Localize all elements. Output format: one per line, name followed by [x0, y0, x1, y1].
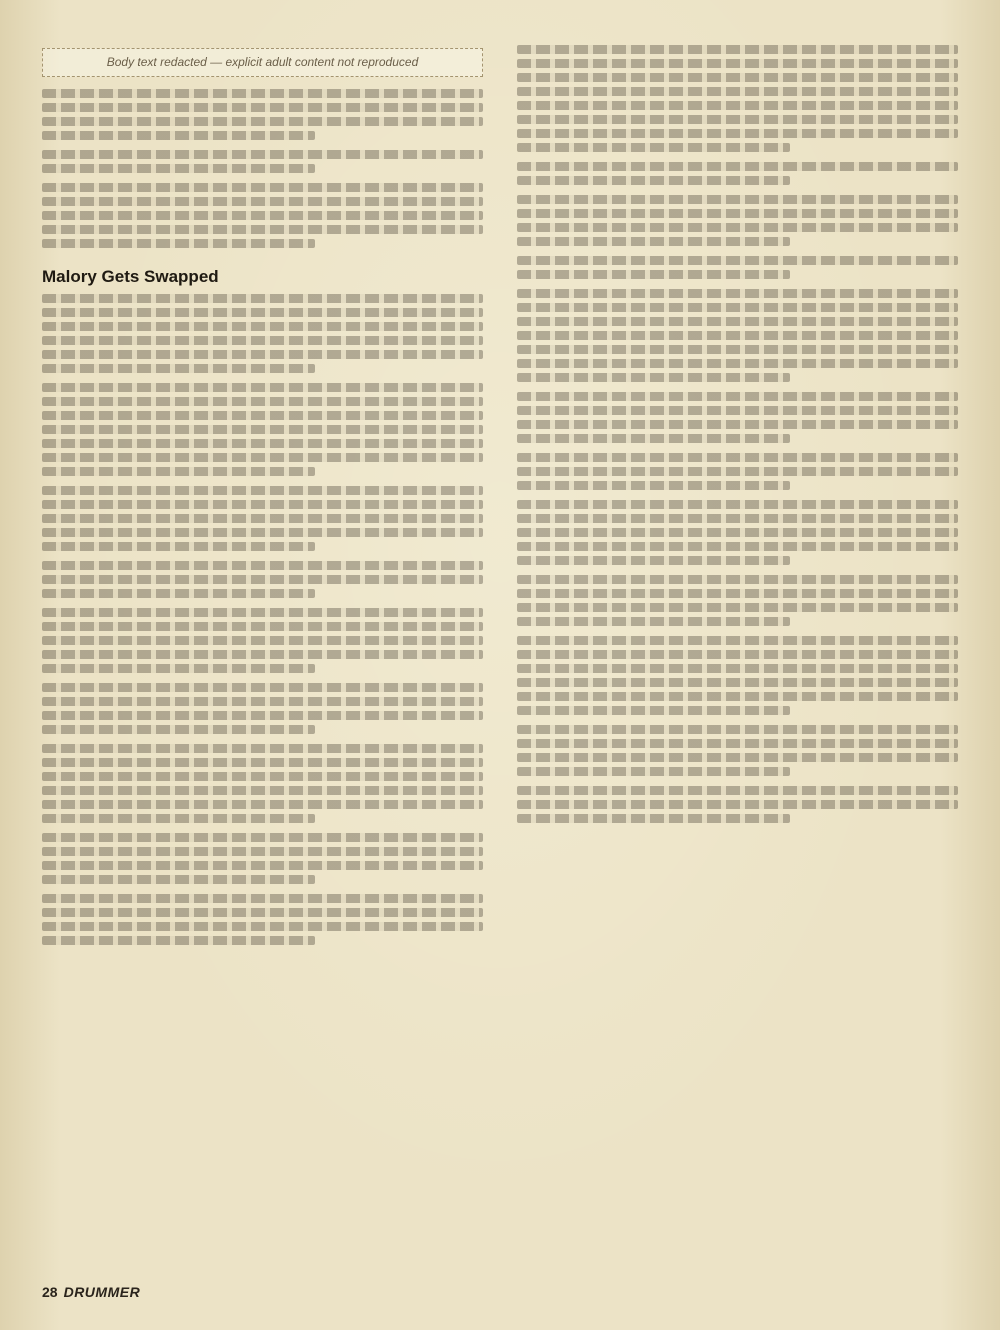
redacted-paragraph	[517, 392, 958, 443]
redacted-paragraph	[42, 561, 483, 598]
right-column	[517, 40, 958, 1274]
redacted-paragraph	[517, 725, 958, 776]
redacted-paragraph	[517, 289, 958, 382]
redacted-paragraph	[42, 486, 483, 551]
redacted-paragraph	[42, 383, 483, 476]
redaction-notice: Body text redacted — explicit adult content not reproduced	[42, 48, 483, 77]
redacted-paragraph	[42, 833, 483, 884]
redacted-paragraph	[42, 683, 483, 734]
redacted-paragraph	[42, 294, 483, 373]
redacted-paragraph	[42, 744, 483, 823]
redacted-paragraph	[517, 195, 958, 246]
redacted-paragraph	[517, 453, 958, 490]
left-column	[42, 40, 483, 1274]
page-footer	[42, 1284, 958, 1300]
section-heading: Malory Gets Swapped	[42, 267, 219, 287]
redacted-paragraph	[42, 608, 483, 673]
magazine-name: DRUMMER	[63, 1284, 141, 1300]
redacted-paragraph	[42, 894, 483, 945]
redacted-paragraph	[42, 183, 483, 248]
redacted-paragraph	[42, 150, 483, 173]
redacted-paragraph	[517, 636, 958, 715]
redacted-paragraph	[42, 89, 483, 140]
two-column-layout	[42, 40, 958, 1274]
page-number: 28	[42, 1284, 58, 1300]
redacted-paragraph	[517, 162, 958, 185]
redacted-paragraph	[517, 786, 958, 823]
redacted-paragraph	[517, 45, 958, 152]
redacted-paragraph	[517, 575, 958, 626]
redacted-paragraph	[517, 256, 958, 279]
magazine-page	[42, 40, 958, 1300]
redacted-paragraph	[517, 500, 958, 565]
